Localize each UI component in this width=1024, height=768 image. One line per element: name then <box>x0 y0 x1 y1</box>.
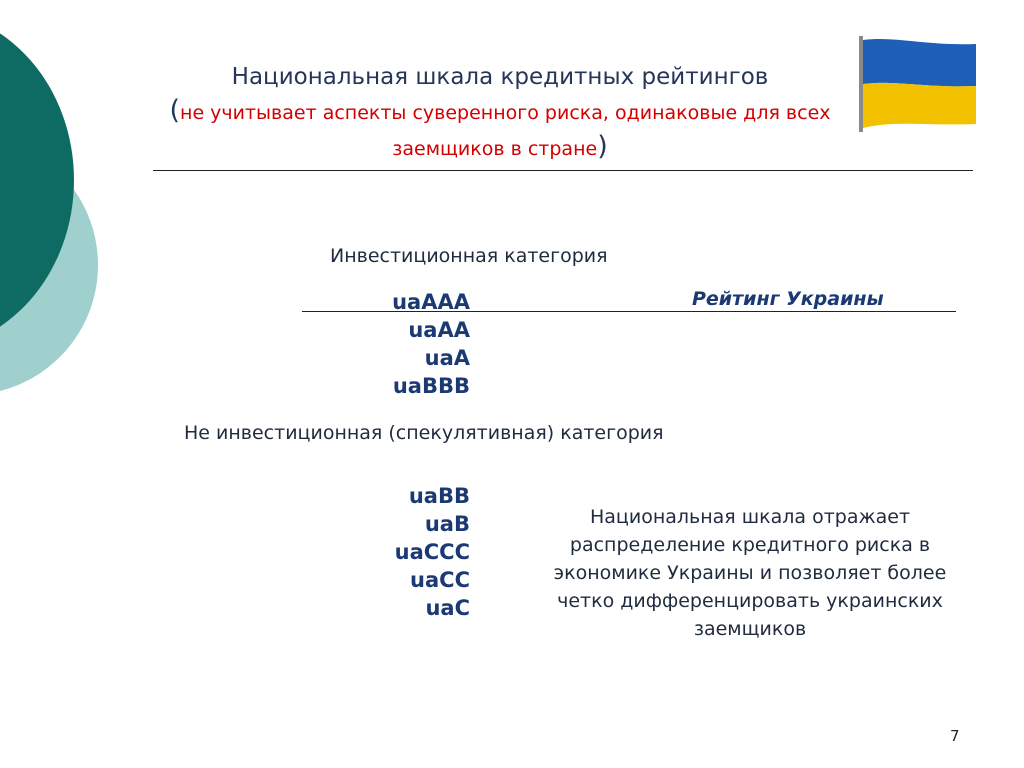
speculative-category-label: Не инвестиционная (спекулятивная) категория <box>184 422 664 444</box>
title-divider <box>153 170 973 171</box>
ukraine-rating-label: Рейтинг Украины <box>692 288 884 310</box>
ukraine-flag-icon <box>856 36 981 132</box>
ukraine-rating-line <box>302 311 956 312</box>
rating-item: uaC <box>425 596 470 620</box>
speculative-ratings-list <box>270 482 470 622</box>
rating-item: uaAAA <box>392 290 470 314</box>
slide-title: Национальная шкала кредитных рейтингов <box>231 64 769 90</box>
investment-ratings-list <box>270 288 470 400</box>
slide-subtitle: не учитывает аспекты суверенного риска, одинаковые для всех заемщиков в стране <box>180 102 831 160</box>
slide-title-block <box>150 60 850 166</box>
rating-item: uaBBB <box>392 374 470 398</box>
rating-item: uaCCC <box>394 540 470 564</box>
rating-item: uaAA <box>408 318 470 342</box>
investment-category-label: Инвестиционная категория <box>330 245 608 267</box>
rating-item: uaB <box>424 512 470 536</box>
rating-item: uaCC <box>410 568 470 592</box>
national-scale-note: Национальная шкала отражает распределение кредитного риска в экономике Украины и позволяет более четко дифференцировать украинских заемщиков <box>553 506 947 640</box>
rating-item: uaA <box>424 346 470 370</box>
rating-item: uaBB <box>408 484 470 508</box>
subtitle-close-paren: ) <box>597 131 608 162</box>
page-number: 7 <box>950 727 960 745</box>
subtitle-open-paren: ( <box>169 95 181 126</box>
